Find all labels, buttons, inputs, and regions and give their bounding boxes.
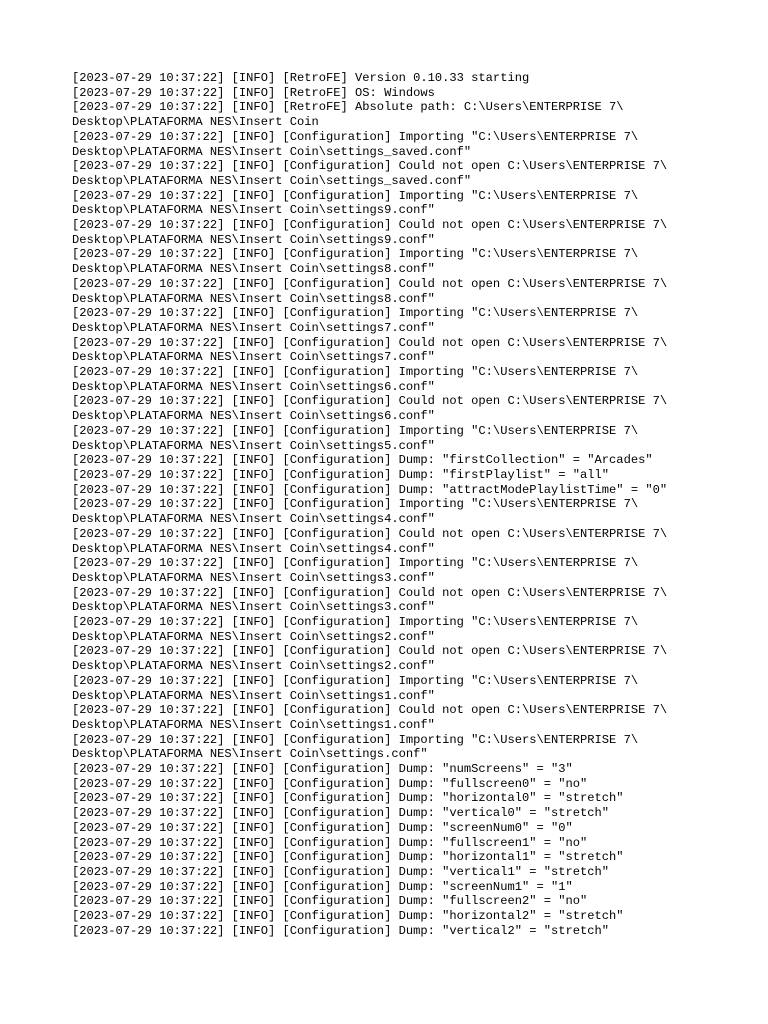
log-line: Desktop\PLATAFORMA NES\Insert Coin\settings9.conf" <box>72 203 435 218</box>
log-line: [2023-07-29 10:37:22] [INFO] [Configuration] Dump: "fullscreen2" = "no" <box>72 894 588 909</box>
log-line: [2023-07-29 10:37:22] [INFO] [Configuration] Importing "C:\Users\ENTERPRISE 7\ <box>72 129 639 144</box>
log-line: [2023-07-29 10:37:22] [INFO] [Configuration] Could not open C:\Users\ENTERPRISE 7\ <box>72 335 668 350</box>
log-line: Desktop\PLATAFORMA NES\Insert Coin\settings2.conf" <box>72 629 435 644</box>
log-line: [2023-07-29 10:37:22] [INFO] [Configuration] Dump: "vertical0" = "stretch" <box>72 806 610 821</box>
log-line: [2023-07-29 10:37:22] [INFO] [Configuration] Importing "C:\Users\ENTERPRISE 7\ <box>72 673 639 688</box>
log-line: [2023-07-29 10:37:22] [INFO] [Configuration] Dump: "fullscreen1" = "no" <box>72 835 588 850</box>
log-line: Desktop\PLATAFORMA NES\Insert Coin\settings3.conf" <box>72 570 435 585</box>
log-line: [2023-07-29 10:37:22] [INFO] [Configuration] Could not open C:\Users\ENTERPRISE 7\ <box>72 644 668 659</box>
log-line: [2023-07-29 10:37:22] [INFO] [Configuration] Could not open C:\Users\ENTERPRISE 7\ <box>72 585 668 600</box>
log-line: Desktop\PLATAFORMA NES\Insert Coin\settings6.conf" <box>72 409 435 424</box>
log-line: Desktop\PLATAFORMA NES\Insert Coin\settings_saved.conf" <box>72 173 472 188</box>
log-line: [2023-07-29 10:37:22] [INFO] [Configuration] Could not open C:\Users\ENTERPRISE 7\ <box>72 276 668 291</box>
log-line: [2023-07-29 10:37:22] [INFO] [Configuration] Dump: "screenNum1" = "1" <box>72 879 573 894</box>
log-line: Desktop\PLATAFORMA NES\Insert Coin\settings6.conf" <box>72 379 435 394</box>
log-line: [2023-07-29 10:37:22] [INFO] [Configuration] Could not open C:\Users\ENTERPRISE 7\ <box>72 218 668 233</box>
log-line: [2023-07-29 10:37:22] [INFO] [Configuration] Importing "C:\Users\ENTERPRISE 7\ <box>72 306 639 321</box>
log-line: [2023-07-29 10:37:22] [INFO] [RetroFE] Absolute path: C:\Users\ENTERPRISE 7\ <box>72 100 624 115</box>
log-line: [2023-07-29 10:37:22] [INFO] [Configuration] Dump: "firstPlaylist" = "all" <box>72 467 610 482</box>
log-line: [2023-07-29 10:37:22] [INFO] [Configuration] Could not open C:\Users\ENTERPRISE 7\ <box>72 159 668 174</box>
log-line: Desktop\PLATAFORMA NES\Insert Coin <box>72 115 319 130</box>
log-line: [2023-07-29 10:37:22] [INFO] [Configuration] Importing "C:\Users\ENTERPRISE 7\ <box>72 497 639 512</box>
log-line: Desktop\PLATAFORMA NES\Insert Coin\settings4.conf" <box>72 541 435 556</box>
log-line: [2023-07-29 10:37:22] [INFO] [Configuration] Could not open C:\Users\ENTERPRISE 7\ <box>72 526 668 541</box>
log-line: [2023-07-29 10:37:22] [INFO] [Configuration] Could not open C:\Users\ENTERPRISE 7\ <box>72 703 668 718</box>
log-line: [2023-07-29 10:37:22] [INFO] [RetroFE] Version 0.10.33 starting <box>72 71 530 85</box>
log-line: [2023-07-29 10:37:22] [INFO] [Configuration] Dump: "horizontal1" = "stretch" <box>72 850 624 865</box>
log-line: [2023-07-29 10:37:22] [INFO] [Configuration] Importing "C:\Users\ENTERPRISE 7\ <box>72 247 639 262</box>
log-line: [2023-07-29 10:37:22] [INFO] [Configuration] Importing "C:\Users\ENTERPRISE 7\ <box>72 615 639 630</box>
log-line: [2023-07-29 10:37:22] [INFO] [Configuration] Importing "C:\Users\ENTERPRISE 7\ <box>72 732 639 747</box>
log-line: Desktop\PLATAFORMA NES\Insert Coin\settings3.conf" <box>72 600 435 615</box>
log-line: [2023-07-29 10:37:22] [INFO] [Configuration] Dump: "vertical1" = "stretch" <box>72 864 610 879</box>
log-line: Desktop\PLATAFORMA NES\Insert Coin\settings_saved.conf" <box>72 144 472 159</box>
log-line: [2023-07-29 10:37:22] [INFO] [Configuration] Importing "C:\Users\ENTERPRISE 7\ <box>72 423 639 438</box>
log-line: [2023-07-29 10:37:22] [INFO] [Configuration] Dump: "horizontal0" = "stretch" <box>72 791 624 806</box>
log-line: Desktop\PLATAFORMA NES\Insert Coin\settings7.conf" <box>72 350 435 365</box>
log-line: Desktop\PLATAFORMA NES\Insert Coin\settings7.conf" <box>72 320 435 335</box>
log-line: [2023-07-29 10:37:22] [INFO] [Configuration] Dump: "fullscreen0" = "no" <box>72 776 588 791</box>
log-line: Desktop\PLATAFORMA NES\Insert Coin\settings8.conf" <box>72 291 435 306</box>
log-line: [2023-07-29 10:37:22] [INFO] [Configuration] Dump: "vertical2" = "stretch" <box>72 923 610 938</box>
log-line: Desktop\PLATAFORMA NES\Insert Coin\settings5.conf" <box>72 438 435 453</box>
log-line: [2023-07-29 10:37:22] [INFO] [Configuration] Dump: "horizontal2" = "stretch" <box>72 909 624 924</box>
log-line: [2023-07-29 10:37:22] [INFO] [Configuration] Importing "C:\Users\ENTERPRISE 7\ <box>72 188 639 203</box>
log-page <box>72 71 712 938</box>
log-line: [2023-07-29 10:37:22] [INFO] [Configuration] Dump: "numScreens" = "3" <box>72 762 573 777</box>
log-line: [2023-07-29 10:37:22] [INFO] [Configuration] Could not open C:\Users\ENTERPRISE 7\ <box>72 394 668 409</box>
log-line: Desktop\PLATAFORMA NES\Insert Coin\settings1.conf" <box>72 688 435 703</box>
log-line: Desktop\PLATAFORMA NES\Insert Coin\settings9.conf" <box>72 232 435 247</box>
log-line: Desktop\PLATAFORMA NES\Insert Coin\settings4.conf" <box>72 512 435 527</box>
log-line: [2023-07-29 10:37:22] [INFO] [Configuration] Dump: "screenNum0" = "0" <box>72 820 573 835</box>
log-line: [2023-07-29 10:37:22] [INFO] [Configuration] Importing "C:\Users\ENTERPRISE 7\ <box>72 365 639 380</box>
log-line: [2023-07-29 10:37:22] [INFO] [RetroFE] OS: Windows <box>72 85 435 100</box>
log-line: Desktop\PLATAFORMA NES\Insert Coin\settings2.conf" <box>72 659 435 674</box>
log-line: Desktop\PLATAFORMA NES\Insert Coin\settings1.conf" <box>72 717 435 732</box>
log-line: Desktop\PLATAFORMA NES\Insert Coin\settings8.conf" <box>72 262 435 277</box>
log-line: Desktop\PLATAFORMA NES\Insert Coin\settings.conf" <box>72 747 428 762</box>
log-line: [2023-07-29 10:37:22] [INFO] [Configuration] Dump: "attractModePlaylistTime" = "0" <box>72 482 668 497</box>
log-line: [2023-07-29 10:37:22] [INFO] [Configuration] Importing "C:\Users\ENTERPRISE 7\ <box>72 556 639 571</box>
log-line: [2023-07-29 10:37:22] [INFO] [Configuration] Dump: "firstCollection" = "Arcades" <box>72 453 653 468</box>
